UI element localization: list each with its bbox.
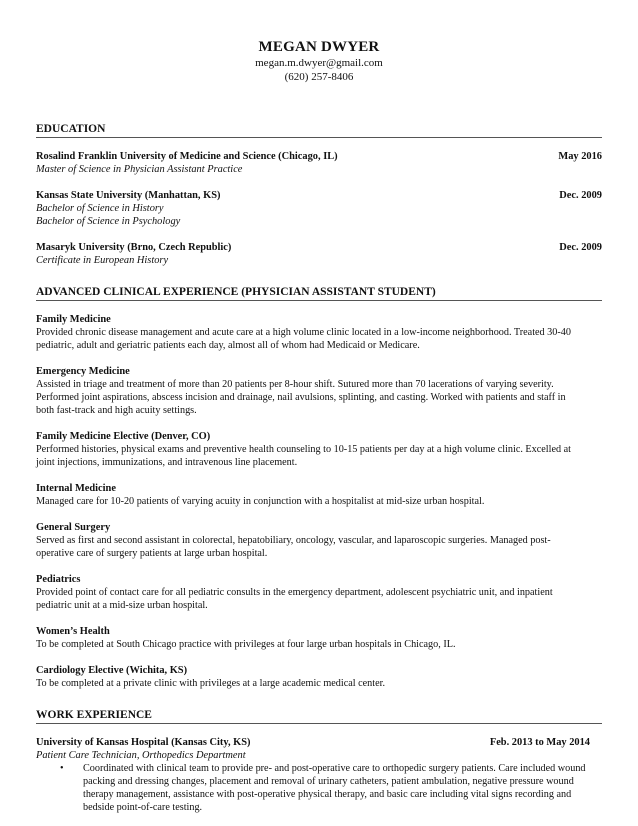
work-bullet <box>72 762 602 814</box>
work-entry <box>36 736 602 814</box>
resume-page <box>36 38 602 814</box>
education-date: Dec. 2009 <box>559 242 602 253</box>
bullet-line: therapy management, assistance with post-operative physical therapy, and basic care including vital signs recording and <box>83 789 572 800</box>
job-role: Patient Care Technician, Orthopedics Department <box>36 750 246 761</box>
rotation-line: Performed histories, physical exams and preventive health counseling to 10-15 patients per day at a high volume clinic. Excelled at <box>36 444 571 455</box>
rotation-line: pediatric unit at a mid-size urban hospital. <box>36 600 208 611</box>
clinical-entry <box>36 521 602 560</box>
bullet-line: packing and dressing changes, placement and removal of urinary catheters, patient ambulation, negative pressure wound <box>83 776 574 787</box>
clinical-entry <box>36 482 602 508</box>
clinical-entry <box>36 365 602 417</box>
rotation-title: Internal Medicine <box>36 483 116 494</box>
rotation-line: Assisted in triage and treatment of more than 20 patients per 8-hour shift. Sutured more than 70 lacerations of varying severity. <box>36 379 554 390</box>
rotation-line: operative care of surgery patients at large urban hospital. <box>36 548 268 559</box>
clinical-entry <box>36 573 602 612</box>
rotation-line: joint injections, immunizations, and intravenous line placement. <box>36 457 298 468</box>
rotation-line: Provided point of contact care for all pediatric consults in the emergency department, adolescent psychiatric unit, and inpatient <box>36 587 553 598</box>
clinical-entry <box>36 430 602 469</box>
employer-name: University of Kansas Hospital (Kansas City, KS) <box>36 737 251 748</box>
clinical-entry <box>36 625 602 651</box>
education-date: Dec. 2009 <box>559 190 602 201</box>
rotation-title: Family Medicine Elective (Denver, CO) <box>36 431 211 442</box>
work-bullets <box>36 762 602 814</box>
rotation-title: Emergency Medicine <box>36 366 130 377</box>
education-entry <box>36 189 602 228</box>
rotation-line: Provided chronic disease management and acute care at a high volume clinic located in a low-income neighborhood. Treated 30-40 <box>36 327 571 338</box>
rotation-line: Performed joint aspirations, abscess incision and drainage, nail avulsions, splinting, and casting. Worked with patients and staff in <box>36 392 566 403</box>
education-heading: EDUCATION <box>36 122 602 138</box>
rotation-line: both fast-track and high acuity settings. <box>36 405 197 416</box>
school-name: Kansas State University (Manhattan, KS) <box>36 190 221 201</box>
degree-text: Bachelor of Science in Psychology <box>36 216 181 227</box>
work-date: Feb. 2013 to May 2014 <box>489 737 590 748</box>
resume-header <box>36 38 602 84</box>
rotation-title: Family Medicine <box>36 314 111 325</box>
rotation-line: To be completed at a private clinic with privileges at a large academic medical center. <box>36 678 385 689</box>
education-date: May 2016 <box>558 151 602 162</box>
rotation-title: Pediatrics <box>36 574 81 585</box>
degree-text: Master of Science in Physician Assistant Practice <box>36 164 243 175</box>
rotation-title: Cardiology Elective (Wichita, KS) <box>36 665 188 676</box>
candidate-name: MEGAN DWYER <box>258 39 380 55</box>
phone-text: (620) 257-8406 <box>284 71 354 83</box>
rotation-line: Served as first and second assistant in colorectal, hepatobiliary, oncology, vascular, and laparoscopic surgeries. Managed post- <box>36 535 551 546</box>
degree-text: Bachelor of Science in History <box>36 203 164 214</box>
clinical-entry <box>36 664 602 690</box>
work-heading: WORK EXPERIENCE <box>36 708 602 724</box>
rotation-line: To be completed at South Chicago practice with privileges at four large urban hospitals in Chicago, IL. <box>36 639 456 650</box>
clinical-heading: ADVANCED CLINICAL EXPERIENCE (PHYSICIAN ASSISTANT STUDENT) <box>36 285 602 301</box>
email-text: megan.m.dwyer@gmail.com <box>255 57 383 69</box>
rotation-title: General Surgery <box>36 522 111 533</box>
rotation-title: Women’s Health <box>36 626 110 637</box>
rotation-line: pediatric, adult and geriatric patients each day, almost all of whom had Medicaid or Medicare. <box>36 340 420 351</box>
school-name: Rosalind Franklin University of Medicine and Science (Chicago, IL) <box>36 151 338 162</box>
clinical-entry <box>36 313 602 352</box>
degree-text: Certificate in European History <box>36 255 169 266</box>
school-name: Masaryk University (Brno, Czech Republic) <box>36 242 232 253</box>
education-entry <box>36 241 602 267</box>
bullet-line: bedside point-of-care testing. <box>83 802 203 813</box>
rotation-line: Managed care for 10-20 patients of varying acuity in conjunction with a hospitalist at mid-size urban hospital. <box>36 496 485 507</box>
bullet-line: • Coordinated with clinical team to provide pre- and post-operative care to orthopedic surgery patients. Care included wound <box>83 763 586 774</box>
education-entry <box>36 150 602 176</box>
